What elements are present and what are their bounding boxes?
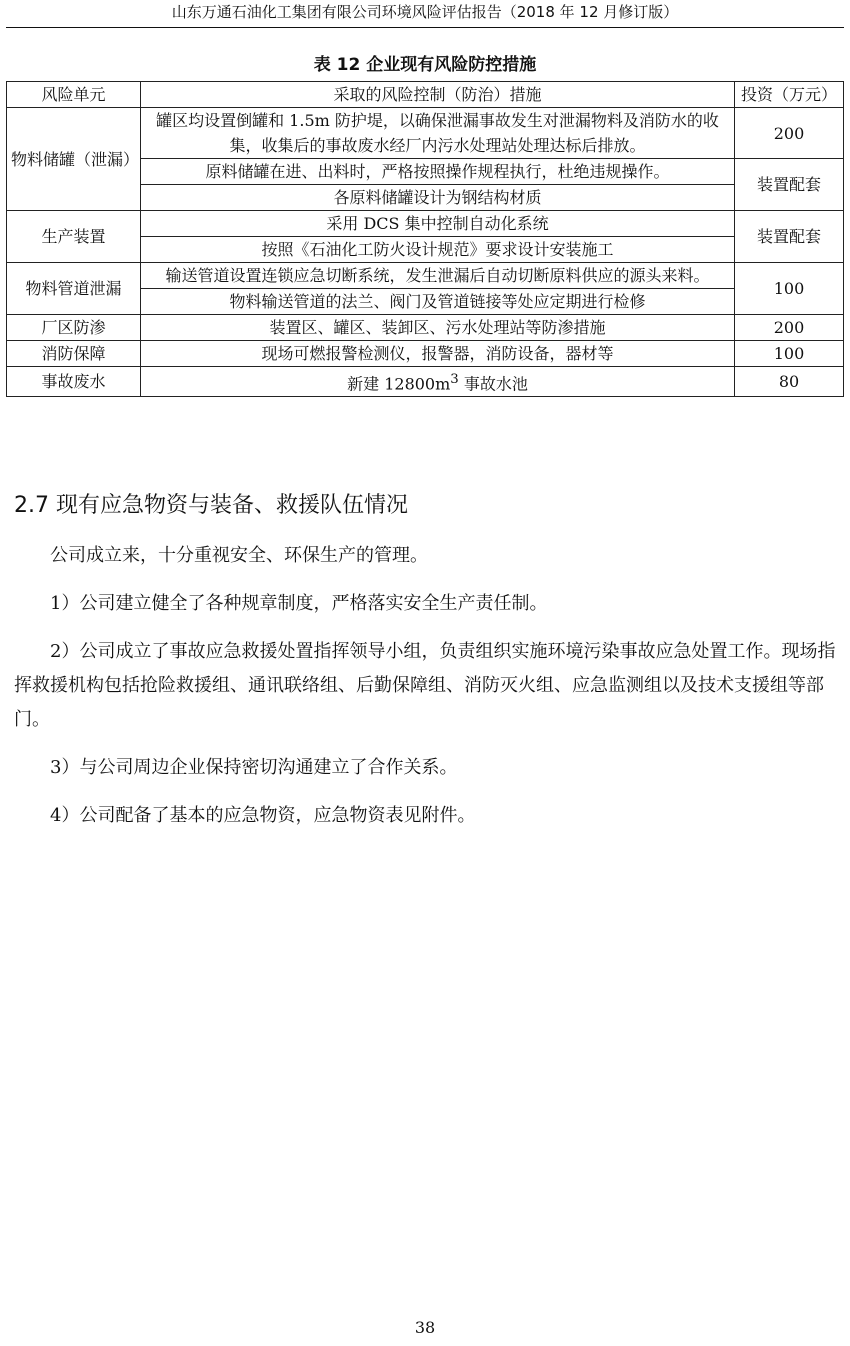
section-body xyxy=(14,539,840,847)
investment-cell: 200 xyxy=(735,315,844,341)
page-header: 山东万通石油化工集团有限公司环境风险评估报告（2018 年 12 月修订版） xyxy=(171,3,679,21)
paragraph: 2）公司成立了事故应急救援处置指挥领导小组，负责组织实施环境污染事故应急处置工作。现场指挥救援机构包括抢险救援组、通讯联络组、后勤保障组、消防灭火组、应急监测组以及技术支援组等部门。 xyxy=(14,641,836,730)
table-header-row xyxy=(7,82,844,108)
paragraph: 公司成立来，十分重视安全、环保生产的管理。 xyxy=(50,545,428,566)
measure-cell: 采用 DCS 集中控制自动化系统 xyxy=(141,211,735,237)
risk-unit-cell: 厂区防渗 xyxy=(7,315,141,341)
risk-unit-cell: 事故废水 xyxy=(7,367,141,397)
risk-unit-cell: 物料储罐（泄漏） xyxy=(7,108,141,211)
section-heading: 2.7 现有应急物资与装备、救援队伍情况 xyxy=(14,493,408,518)
paragraph: 4）公司配备了基本的应急物资，应急物资表见附件。 xyxy=(50,805,476,826)
investment-cell: 装置配套 xyxy=(735,159,844,211)
table-row xyxy=(7,367,844,397)
risk-unit-cell: 物料管道泄漏 xyxy=(7,263,141,315)
measure-cell: 装置区、罐区、装卸区、污水处理站等防渗措施 xyxy=(141,315,735,341)
measure-cell: 各原料储罐设计为钢结构材质 xyxy=(141,185,735,211)
measure-cell xyxy=(141,367,735,397)
header-rule xyxy=(6,27,844,28)
paragraph: 1）公司建立健全了各种规章制度，严格落实安全生产责任制。 xyxy=(50,593,548,614)
risk-control-table xyxy=(6,81,844,397)
table-row xyxy=(7,211,844,237)
page-number: 38 xyxy=(414,1318,436,1337)
investment-cell: 100 xyxy=(735,341,844,367)
investment-cell: 100 xyxy=(735,263,844,315)
superscript: 3 xyxy=(450,372,459,387)
paragraph: 3）与公司周边企业保持密切沟通建立了合作关系。 xyxy=(50,757,458,778)
investment-cell: 80 xyxy=(735,367,844,397)
table-row xyxy=(7,341,844,367)
measure-cell: 现场可燃报警检测仪，报警器，消防设备，器材等 xyxy=(141,341,735,367)
investment-cell: 200 xyxy=(735,108,844,159)
table-row xyxy=(7,108,844,159)
measure-cell: 罐区均设置倒罐和 1.5m 防护堤，以确保泄漏事故发生对泄漏物料及消防水的收集，收集后的事故废水经厂内污水处理站处理达标后排放。 xyxy=(141,108,735,159)
measure-text: 新建 12800m xyxy=(347,374,451,394)
investment-cell: 装置配套 xyxy=(735,211,844,263)
measure-cell: 按照《石油化工防火设计规范》要求设计安装施工 xyxy=(141,237,735,263)
risk-unit-cell: 生产装置 xyxy=(7,211,141,263)
risk-unit-cell: 消防保障 xyxy=(7,341,141,367)
table-row xyxy=(7,315,844,341)
measure-cell: 原料储罐在进、出料时，严格按照操作规程执行，杜绝违规操作。 xyxy=(141,159,735,185)
header-measure: 采取的风险控制（防治）措施 xyxy=(141,82,735,108)
header-risk-unit: 风险单元 xyxy=(7,82,141,108)
header-investment: 投资（万元） xyxy=(735,82,844,108)
table-caption: 表 12 企业现有风险防控措施 xyxy=(313,55,537,75)
table-row xyxy=(7,263,844,289)
measure-text: 事故水池 xyxy=(458,374,528,394)
measure-cell: 输送管道设置连锁应急切断系统，发生泄漏后自动切断原料供应的源头来料。 xyxy=(141,263,735,289)
measure-cell: 物料输送管道的法兰、阀门及管道链接等处应定期进行检修 xyxy=(141,289,735,315)
